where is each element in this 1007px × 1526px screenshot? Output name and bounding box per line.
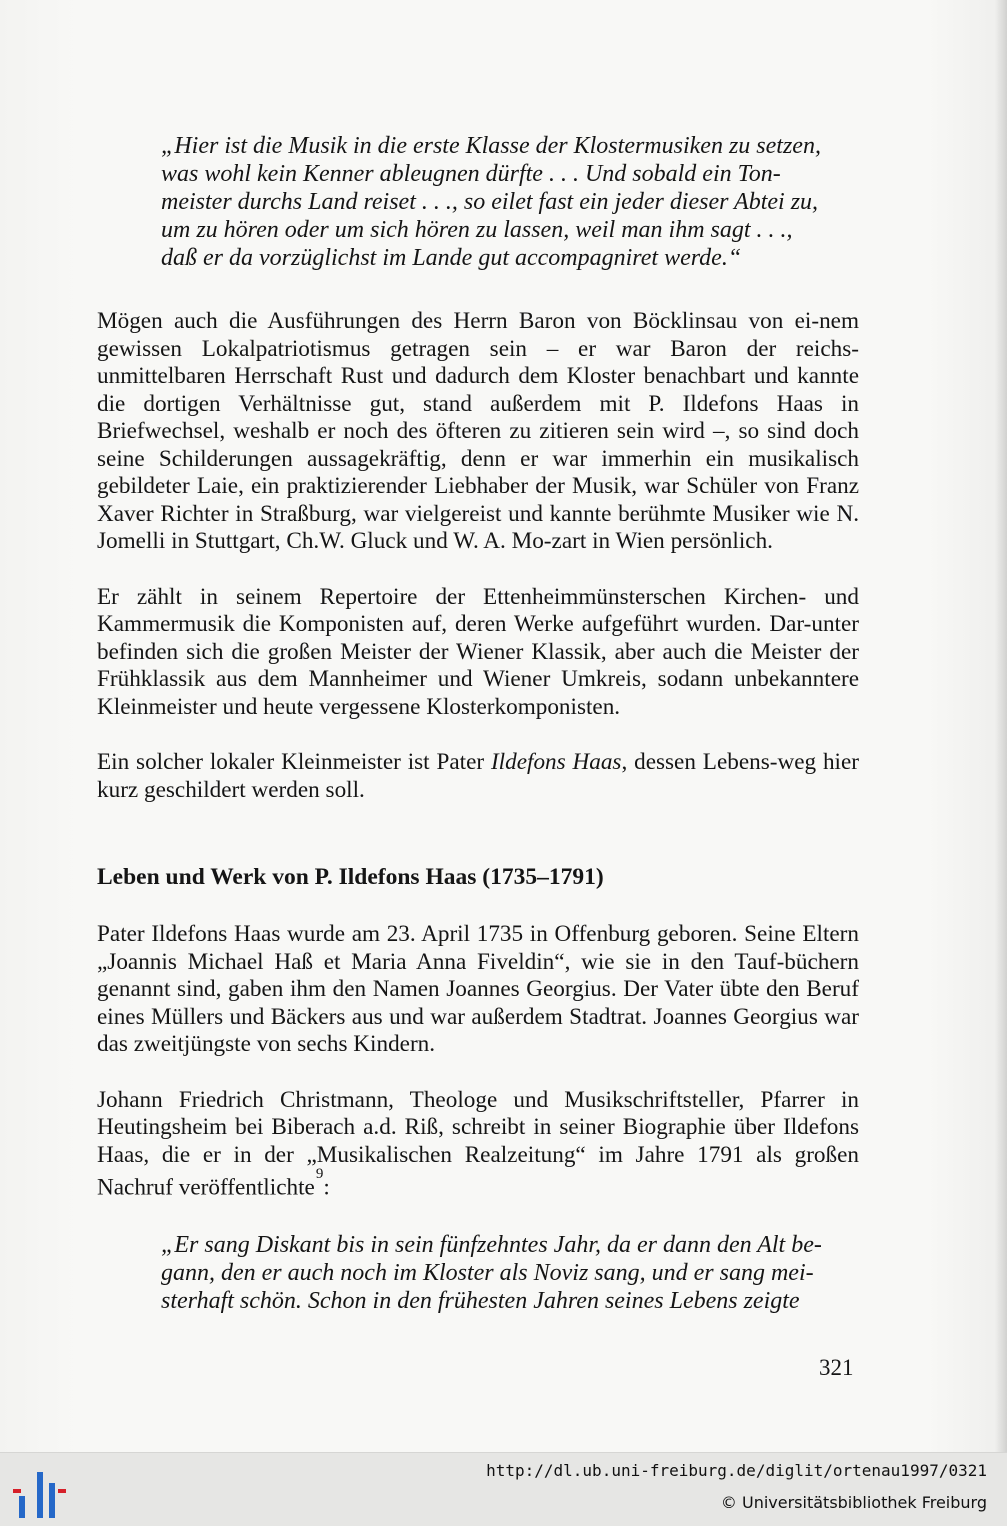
footer-url[interactable]: http://dl.ub.uni-freiburg.de/diglit/ortenau1997/0321 — [486, 1461, 987, 1480]
page-edge-shadow — [995, 0, 1007, 1452]
quote-line: gann, den er auch noch im Kloster als Noviz sang, und er sang mei- — [161, 1260, 814, 1287]
paragraph-christmann — [97, 1087, 859, 1203]
quote-line: „Er sang Diskant bis in sein fünfzehntes Jahr, da er dann den Alt be- — [161, 1232, 822, 1259]
top-quote — [161, 132, 859, 272]
logo-dash-icon — [58, 1489, 66, 1493]
quote-line: meister durchs Land reiset . . ., so eilet fast ein jeder dieser Abtei zu, — [161, 189, 819, 215]
paragraph-biography-birth: Pater Ildefons Haas wurde am 23. April 1735 in Offenburg geboren. Seine Eltern „Joannis Michael Haß et Maria Anna Fiveldin“, wie sie in den Tauf-büchern genannt sind, gaben ihm den Namen Joannes Georgius. Der Vater übte den Beruf eines Müllers und Bäckers aus und war außerdem Stadtrat. Joannes Georgius war das zweitjüngste von sechs Kindern. — [97, 921, 859, 1057]
logo-bar-icon — [37, 1472, 43, 1518]
quote-line: um zu hören oder um sich hören zu lassen, weil man ihm sagt . . ., — [161, 217, 793, 243]
paragraph-christmann-colon: : — [323, 1174, 330, 1201]
section-heading: Leben und Werk von P. Ildefons Haas (1735–1791) — [97, 864, 604, 890]
paragraph-christmann-text: Johann Friedrich Christmann, Theologe und Musikschriftsteller, Pfarrer in Heutingsheim bei Biberach a.d. Riß, schreibt in seiner Biographie über Ildefons Haas, die er in der „Musikalischen Realzeitung“ im Jahre 1791 als großen Nachruf veröffentlichte — [97, 1086, 859, 1201]
bottom-quote — [161, 1231, 859, 1315]
ildefons-haas-name: Ildefons Haas — [490, 749, 622, 775]
paragraph-kleinmeister-before: Ein solcher lokaler Kleinmeister ist Pater — [97, 749, 491, 775]
page-number: 321 — [819, 1355, 854, 1380]
paragraph-repertoire: Er zählt in seinem Repertoire der Ettenheimmünsterschen Kirchen- und Kammermusik die Komponisten auf, deren Werke aufgeführt wurden. Dar-unter befinden sich die großen Meister der Wiener Klassik, aber auch die Meister der Frühklassik aus dem Mannheimer und Wiener Umkreis, sodann unbekanntere Kleinmeister und heute vergessene Klosterkomponisten. — [97, 583, 859, 720]
logo-bar-icon — [49, 1483, 55, 1518]
page-content — [97, 132, 859, 1315]
footnote-marker: 9 — [315, 1166, 324, 1182]
paragraph-baron: Mögen auch die Ausführungen des Herrn Baron von Böcklinsau von ei-nem gewissen Lokalpatriotismus getragen sein – er war Baron der reichs-unmittelbaren Herrschaft Rust und dadurch dem Kloster benachbart und kannte die dortigen Verhältnisse gut, stand außerdem mit P. Ildefons Haas in Briefwechsel, weshalb er noch des öfteren zu zitieren sein wird –, so sind doch seine Schilderungen aussagekräftig, denn er war immerhin ein musikalisch gebildeter Laie, ein praktizierender Liebhaber der Musik, war Schüler von Franz Xaver Richter in Straßburg, war vielgereist und kannte berühmte Musiker wie N. Jomelli in Stuttgart, Ch.W. Gluck und W. A. Mo-zart in Wien persönlich. — [97, 308, 859, 554]
paragraph-kleinmeister — [97, 749, 859, 804]
logo-dash-icon — [13, 1489, 21, 1493]
quote-line: „Hier ist die Musik in die erste Klasse der Klostermusiken zu setzen, — [161, 133, 821, 159]
paragraph-kleinmeister-after: , dessen Lebens-weg hier kurz geschildert werden soll. — [97, 749, 859, 803]
ub-freiburg-logo-icon — [13, 1470, 67, 1518]
quote-line: sterhaft schön. Schon in den frühesten Jahren seines Lebens zeigte — [161, 1288, 800, 1315]
logo-bar-icon — [19, 1496, 25, 1518]
quote-line: daß er da vorzüglichst im Lande gut accompagniret werde.“ — [161, 245, 742, 271]
quote-line: was wohl kein Kenner ableugnen dürfte . . . Und sobald ein Ton- — [161, 161, 781, 187]
footer-copyright: © Universitätsbibliothek Freiburg — [720, 1493, 987, 1512]
